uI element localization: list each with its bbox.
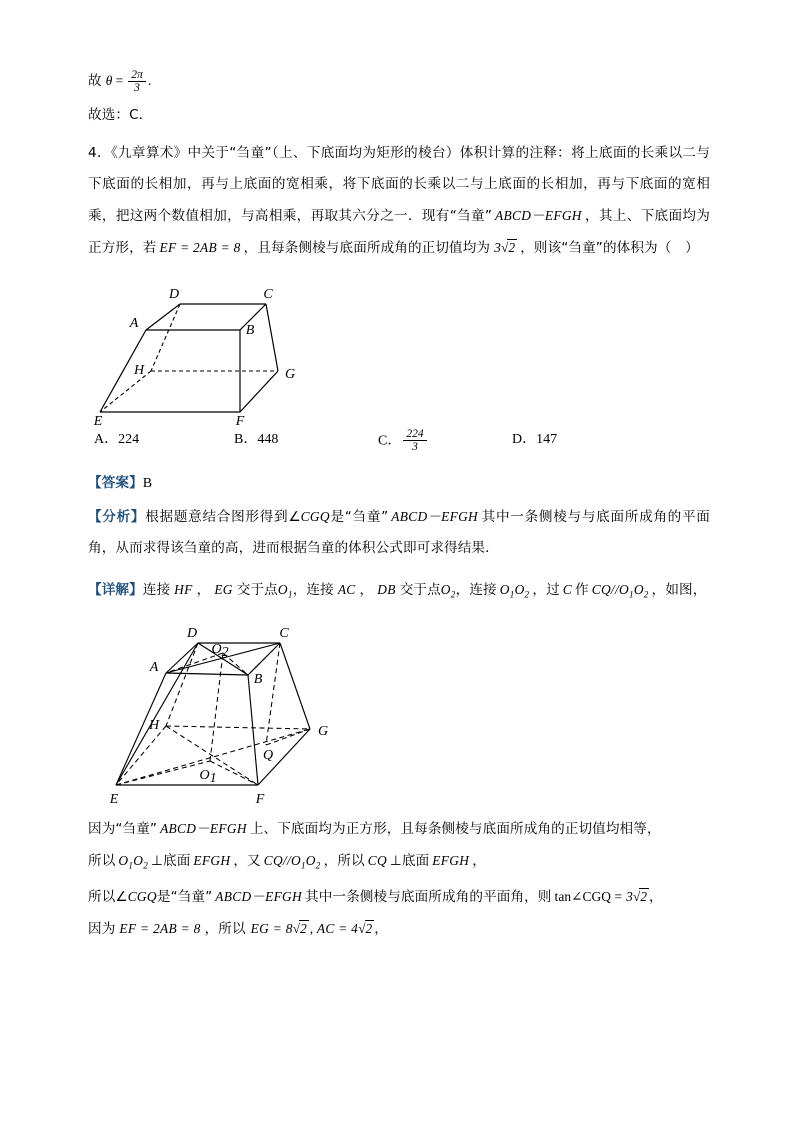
edge-HG-hidden [166, 726, 310, 729]
c2-base-efgh: EFGH [193, 852, 231, 868]
question-body-part-2: ，其上、下底面均为正方形，若 [88, 208, 710, 256]
solution-t5: ， [359, 582, 374, 598]
label-H: H [133, 363, 145, 378]
question-body-part-3: ，且每条侧棱与底面所成角的正切值均为 [243, 240, 491, 256]
page-content [88, 62, 710, 945]
c3-tan-expression: tan∠CGQ = [554, 889, 623, 905]
c3-angle-cgq: CGQ [127, 889, 157, 905]
c3-t2: 是“刍童” [156, 889, 213, 906]
c4-ac-value: , AC = 4√2 [309, 921, 373, 937]
c4-given-ef-2ab-8: EF = 2AB = 8 [119, 921, 201, 937]
label-A-2: A [149, 659, 159, 675]
analysis-angle-cgq: CGQ [300, 509, 330, 524]
analysis-block [88, 501, 710, 564]
question-4 [88, 138, 710, 264]
top-conclusion-prefix: 故 [88, 73, 102, 89]
question-number: 4． [88, 145, 111, 161]
solution-parallel-cq-o1o2: $CQ//O_1O_2$ [591, 582, 649, 600]
edge-DA [146, 304, 180, 330]
option-c-numerator: 224 [406, 428, 424, 440]
c4-t2: ，所以 [204, 921, 246, 938]
c4-t3: ， [374, 921, 388, 938]
solution-point-o2: $O_2$ [440, 582, 456, 600]
label-F: F [235, 414, 245, 426]
solution-t11: ， [692, 582, 707, 598]
label-A: A [129, 316, 139, 331]
c2-segment-o1o2: $O_1O_2$ [118, 852, 149, 871]
option-a-value: 224 [118, 432, 140, 447]
c1-t2: 上、下底面均为正方形，且每条侧棱与底面所成角的正切值均相等， [249, 820, 661, 837]
option-d-label: D． [512, 432, 537, 447]
option-a[interactable] [94, 428, 139, 448]
edge-DH-hidden [151, 304, 180, 371]
fraction-2pi-over-3 [128, 69, 146, 95]
label-C-2: C [279, 625, 289, 641]
c2-t2: ⊥底面 [151, 852, 191, 869]
solution-t9: 作 [575, 582, 589, 598]
answer-choice-text: 故选：C. [88, 107, 144, 123]
c1-solid-name: ABCD－EFGH [160, 820, 247, 836]
c2-t6: ， [472, 852, 486, 869]
answer-value: B [142, 476, 153, 491]
figure-2-frustum-with-centers [88, 613, 710, 813]
c1-t1: 因为“刍童” [88, 820, 158, 837]
c4-t1: 因为 [88, 921, 116, 938]
option-c[interactable] [378, 428, 429, 454]
solution-segment-eg: EG [214, 582, 233, 597]
label-H-2: H [148, 717, 160, 733]
analysis-text-b: 是“刍童” [329, 509, 389, 525]
answer-block [88, 468, 710, 499]
c4-eg-radicand: 2 [300, 921, 307, 937]
edge-CG [280, 643, 310, 729]
figure-2-svg [88, 613, 388, 811]
solution-t7: ，连接 [455, 582, 497, 598]
solution-block [88, 574, 710, 611]
c4-ac-expression: , AC = 4 [309, 921, 359, 937]
conclusion-line-2 [88, 845, 710, 882]
label-G: G [284, 367, 296, 382]
option-c-denominator: 3 [403, 440, 426, 453]
c3-t4: ， [649, 889, 663, 906]
analysis-solid-name: ABCD－EFGH [391, 509, 479, 524]
c4-eg-value: EG = 8√2 [250, 921, 307, 937]
top-conclusion-line-1 [88, 62, 710, 100]
fraction-numerator: 2π [131, 68, 143, 81]
segment-E-O1 [116, 761, 210, 785]
solution-t3: 交于点 [236, 582, 278, 598]
label-D: D [168, 287, 180, 302]
solution-segment-o1o2: $O_1O_2$ [499, 582, 530, 600]
conclusion-line-3 [88, 881, 710, 913]
edge-BF [248, 675, 258, 785]
analysis-text-c: 其中一条侧棱与与底面所成角的平面角，从而求得该刍童的高，进而根据刍童的体积公式即可求得结果． [88, 509, 710, 556]
c2-base-efgh-2: EFGH [432, 852, 470, 868]
segment-O1-O2 [210, 653, 223, 761]
given-condition-ef-2ab-8: EF = 2AB = 8 [159, 240, 241, 255]
c2-segment-cq: CQ [367, 852, 387, 868]
solution-t1: 连接 [142, 582, 171, 598]
c2-t1: 所以 [88, 852, 116, 869]
option-d[interactable] [512, 428, 557, 448]
solution-segment-hf: HF [174, 582, 193, 597]
analysis-text-a: 根据题意结合图形得到∠ [145, 509, 301, 525]
label-B-2: B [253, 671, 263, 687]
label-O2: O2 [211, 641, 229, 660]
conclusion-line-1 [88, 813, 710, 845]
conclusion-line-4 [88, 913, 710, 945]
solution-segment-ac: AC [337, 582, 356, 597]
c2-t3: ，又 [233, 852, 261, 869]
c3-value-3-sqrt-2: 3√2 [626, 889, 648, 905]
solution-segment-db: DB [377, 582, 396, 597]
edge-HE-hidden [116, 726, 166, 785]
solution-tag: 【详解】 [88, 582, 143, 598]
solution-point-c: C [562, 582, 573, 597]
answer-tag: 【答案】 [88, 475, 143, 491]
edge-FG [240, 371, 278, 412]
segment-Q-G [266, 729, 310, 745]
label-F-2: F [255, 791, 265, 807]
label-O1: O1 [199, 767, 217, 786]
label-B: B [245, 323, 255, 338]
c2-t4: ，所以 [323, 852, 365, 869]
theta-symbol: θ [105, 73, 113, 88]
c3-radicand: 2 [640, 889, 648, 905]
option-b-value: 448 [257, 432, 279, 447]
label-G-2: G [317, 723, 329, 739]
tangent-coefficient: 3 [494, 240, 502, 255]
label-D-2: D [186, 625, 198, 641]
solution-t8: ，过 [532, 582, 560, 598]
c4-ac-radicand: 2 [365, 921, 373, 937]
option-b[interactable] [234, 428, 278, 448]
analysis-tag: 【分析】 [88, 509, 146, 525]
label-C: C [263, 287, 273, 302]
solution-t10: ，如图 [651, 582, 693, 598]
edge-AB [166, 673, 248, 675]
edge-CG [266, 304, 278, 371]
figure-1-svg [88, 268, 378, 426]
equals-sign: = [115, 73, 124, 88]
label-E: E [93, 414, 103, 426]
segment-O1-F [210, 761, 258, 785]
question-body-part-4: ，则该“刍童”的体积为（ ） [520, 240, 699, 256]
edge-DH-hidden [166, 643, 198, 726]
c2-parallel-cq-o1o2: $CQ//O_1O_2$ [263, 852, 321, 871]
option-c-label: C． [378, 433, 402, 449]
c3-t3: 其中一条侧棱与底面所成角的平面角，则 [305, 889, 552, 906]
top-conclusion-line-2 [88, 100, 710, 130]
c3-solid-name: ABCD－EFGH [215, 889, 303, 905]
c4-eg-expression: EG = 8 [250, 921, 293, 937]
c3-t1: 所以∠ [88, 889, 128, 906]
label-Q: Q [262, 747, 274, 763]
c3-coefficient: 3 [626, 889, 633, 905]
label-E-2: E [109, 791, 119, 807]
period: . [147, 73, 152, 88]
c2-t5: ⊥底面 [389, 852, 430, 869]
solution-point-o1: $O_1$ [277, 582, 293, 600]
solution-t4: ，连接 [292, 582, 334, 598]
solid-name-abcd-efgh: ABCD－EFGH [495, 208, 582, 223]
option-c-fraction [403, 428, 426, 454]
option-b-label: B． [234, 432, 258, 447]
option-d-value: 147 [536, 432, 558, 447]
figure-1-frustum [88, 268, 710, 428]
answer-options-row [88, 428, 710, 468]
fraction-denominator: 3 [128, 81, 146, 94]
solution-t2: ， [196, 582, 211, 598]
tangent-radicand: 2 [508, 240, 516, 255]
option-a-label: A． [94, 432, 119, 447]
tangent-value-3-sqrt-2: 3√2 [494, 240, 516, 255]
question-body-part-1: 《九章算术》中关于“刍童”（上、下底面均为矩形的棱台）体积计算的注释：将上底面的长乘以二与下底面的长相加，再与上底面的宽相乘，将下底面的长乘以二与上底面的长相加，再与下底面的宽相乘，把这两个数值相加，与高相乘，再取其六分之一．现有“刍童” [88, 145, 710, 224]
solution-t6: 交于点 [399, 582, 441, 598]
segment-CQ [266, 643, 280, 745]
